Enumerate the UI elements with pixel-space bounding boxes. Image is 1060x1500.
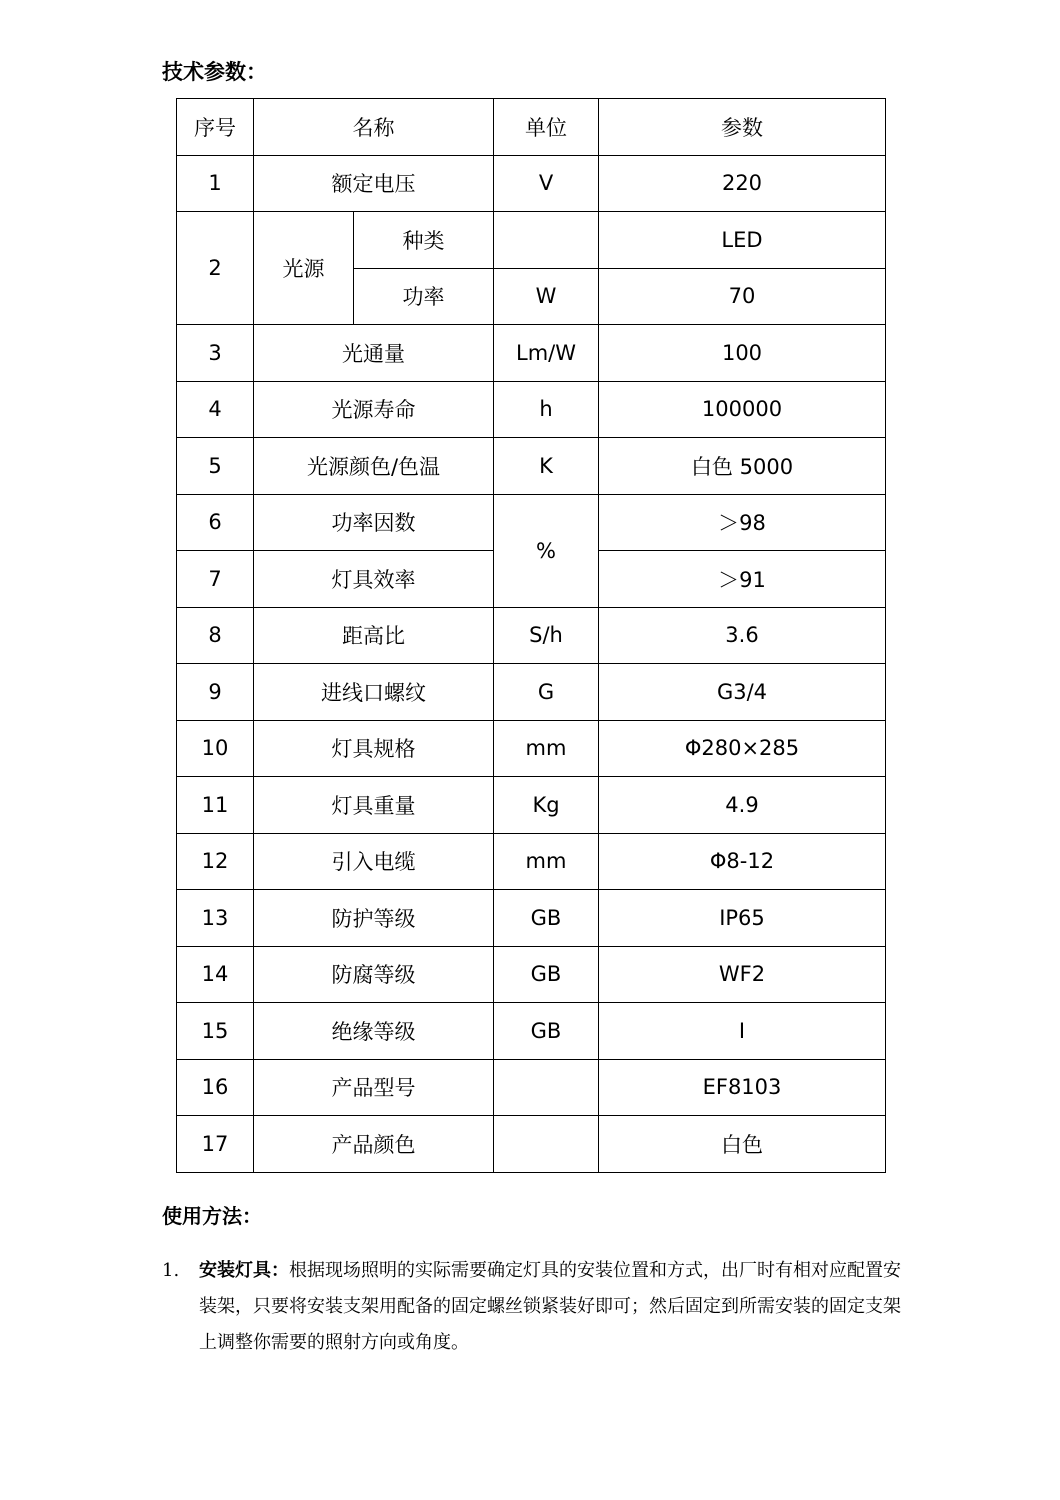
table-row bbox=[177, 664, 886, 721]
cell-no: 14 bbox=[177, 946, 254, 1003]
cell-sub-name: 功率 bbox=[354, 268, 494, 325]
cell-no: 15 bbox=[177, 1003, 254, 1060]
cell-unit bbox=[494, 212, 599, 269]
cell-value: 100000 bbox=[599, 381, 886, 438]
cell-value: EF8103 bbox=[599, 1059, 886, 1116]
table-row bbox=[177, 438, 886, 495]
cell-value: LED bbox=[599, 212, 886, 269]
cell-name: 防腐等级 bbox=[254, 946, 494, 1003]
cell-value: 70 bbox=[599, 268, 886, 325]
table-header-row bbox=[177, 99, 886, 156]
table-row bbox=[177, 720, 886, 777]
cell-value: Φ8-12 bbox=[599, 833, 886, 890]
cell-sub-name: 种类 bbox=[354, 212, 494, 269]
header-cell-name: 名称 bbox=[254, 99, 494, 156]
cell-unit: K bbox=[494, 438, 599, 495]
cell-no: 7 bbox=[177, 551, 254, 608]
cell-value: ＞91 bbox=[599, 551, 886, 608]
cell-unit: h bbox=[494, 381, 599, 438]
cell-no: 4 bbox=[177, 381, 254, 438]
cell-name: 灯具规格 bbox=[254, 720, 494, 777]
usage-item-lead: 安装灯具： bbox=[199, 1260, 289, 1281]
cell-unit: G bbox=[494, 664, 599, 721]
cell-no: 3 bbox=[177, 325, 254, 382]
table-row bbox=[177, 325, 886, 382]
cell-name: 光源寿命 bbox=[254, 381, 494, 438]
cell-name: 灯具重量 bbox=[254, 777, 494, 834]
usage-title: 使用方法： bbox=[162, 1204, 262, 1228]
cell-value: WF2 bbox=[599, 946, 886, 1003]
cell-no: 8 bbox=[177, 607, 254, 664]
cell-unit: mm bbox=[494, 720, 599, 777]
cell-value: G3/4 bbox=[599, 664, 886, 721]
cell-value: ＞98 bbox=[599, 494, 886, 551]
cell-value: I bbox=[599, 1003, 886, 1060]
header-cell-unit: 单位 bbox=[494, 99, 599, 156]
cell-name: 绝缘等级 bbox=[254, 1003, 494, 1060]
cell-value: 220 bbox=[599, 155, 886, 212]
cell-unit bbox=[494, 1116, 599, 1173]
spec-table bbox=[176, 98, 886, 1173]
table-row bbox=[177, 607, 886, 664]
cell-no: 12 bbox=[177, 833, 254, 890]
cell-name: 额定电压 bbox=[254, 155, 494, 212]
table-row bbox=[177, 1059, 886, 1116]
cell-value: 4.9 bbox=[599, 777, 886, 834]
cell-unit: Lm/W bbox=[494, 325, 599, 382]
cell-unit: GB bbox=[494, 946, 599, 1003]
cell-unit: Kg bbox=[494, 777, 599, 834]
usage-item-number: 1. bbox=[162, 1260, 180, 1281]
usage-item-body bbox=[199, 1253, 909, 1361]
table-row bbox=[177, 777, 886, 834]
table-row bbox=[177, 381, 886, 438]
cell-name: 距高比 bbox=[254, 607, 494, 664]
cell-unit: W bbox=[494, 268, 599, 325]
header-cell-no: 序号 bbox=[177, 99, 254, 156]
cell-no: 17 bbox=[177, 1116, 254, 1173]
cell-name: 防护等级 bbox=[254, 890, 494, 947]
cell-name: 光源颜色/色温 bbox=[254, 438, 494, 495]
cell-name: 功率因数 bbox=[254, 494, 494, 551]
section-title: 技术参数： bbox=[162, 60, 267, 84]
table-row bbox=[177, 946, 886, 1003]
table-row bbox=[177, 833, 886, 890]
cell-no: 16 bbox=[177, 1059, 254, 1116]
table-row bbox=[177, 212, 886, 269]
table-row bbox=[177, 1003, 886, 1060]
cell-value: 白色 5000 bbox=[599, 438, 886, 495]
table-row bbox=[177, 1116, 886, 1173]
table-row bbox=[177, 494, 886, 551]
cell-name: 灯具效率 bbox=[254, 551, 494, 608]
cell-unit bbox=[494, 1059, 599, 1116]
table-row bbox=[177, 890, 886, 947]
cell-unit: V bbox=[494, 155, 599, 212]
cell-name: 产品型号 bbox=[254, 1059, 494, 1116]
cell-value: IP65 bbox=[599, 890, 886, 947]
cell-name: 引入电缆 bbox=[254, 833, 494, 890]
cell-no: 10 bbox=[177, 720, 254, 777]
cell-no: 5 bbox=[177, 438, 254, 495]
header-cell-value: 参数 bbox=[599, 99, 886, 156]
cell-name: 产品颜色 bbox=[254, 1116, 494, 1173]
cell-value: Φ280×285 bbox=[599, 720, 886, 777]
cell-unit: GB bbox=[494, 890, 599, 947]
cell-no: 9 bbox=[177, 664, 254, 721]
cell-unit: % bbox=[494, 494, 599, 607]
cell-value: 100 bbox=[599, 325, 886, 382]
cell-value: 白色 bbox=[599, 1116, 886, 1173]
cell-unit: S/h bbox=[494, 607, 599, 664]
cell-name: 光通量 bbox=[254, 325, 494, 382]
cell-no: 1 bbox=[177, 155, 254, 212]
cell-no: 13 bbox=[177, 890, 254, 947]
cell-unit: GB bbox=[494, 1003, 599, 1060]
cell-unit: mm bbox=[494, 833, 599, 890]
cell-no: 6 bbox=[177, 494, 254, 551]
cell-group-name: 光源 bbox=[254, 212, 354, 325]
usage-item-text: 根据现场照明的实际需要确定灯具的安装位置和方式，出厂时有相对应配置安装架，只要将安装支架用配备的固定螺丝锁紧装好即可；然后固定到所需安装的固定支架上调整你需要的照射方向或角度。 bbox=[199, 1260, 901, 1353]
cell-no: 11 bbox=[177, 777, 254, 834]
cell-name: 进线口螺纹 bbox=[254, 664, 494, 721]
cell-no: 2 bbox=[177, 212, 254, 325]
cell-value: 3.6 bbox=[599, 607, 886, 664]
table-row bbox=[177, 155, 886, 212]
